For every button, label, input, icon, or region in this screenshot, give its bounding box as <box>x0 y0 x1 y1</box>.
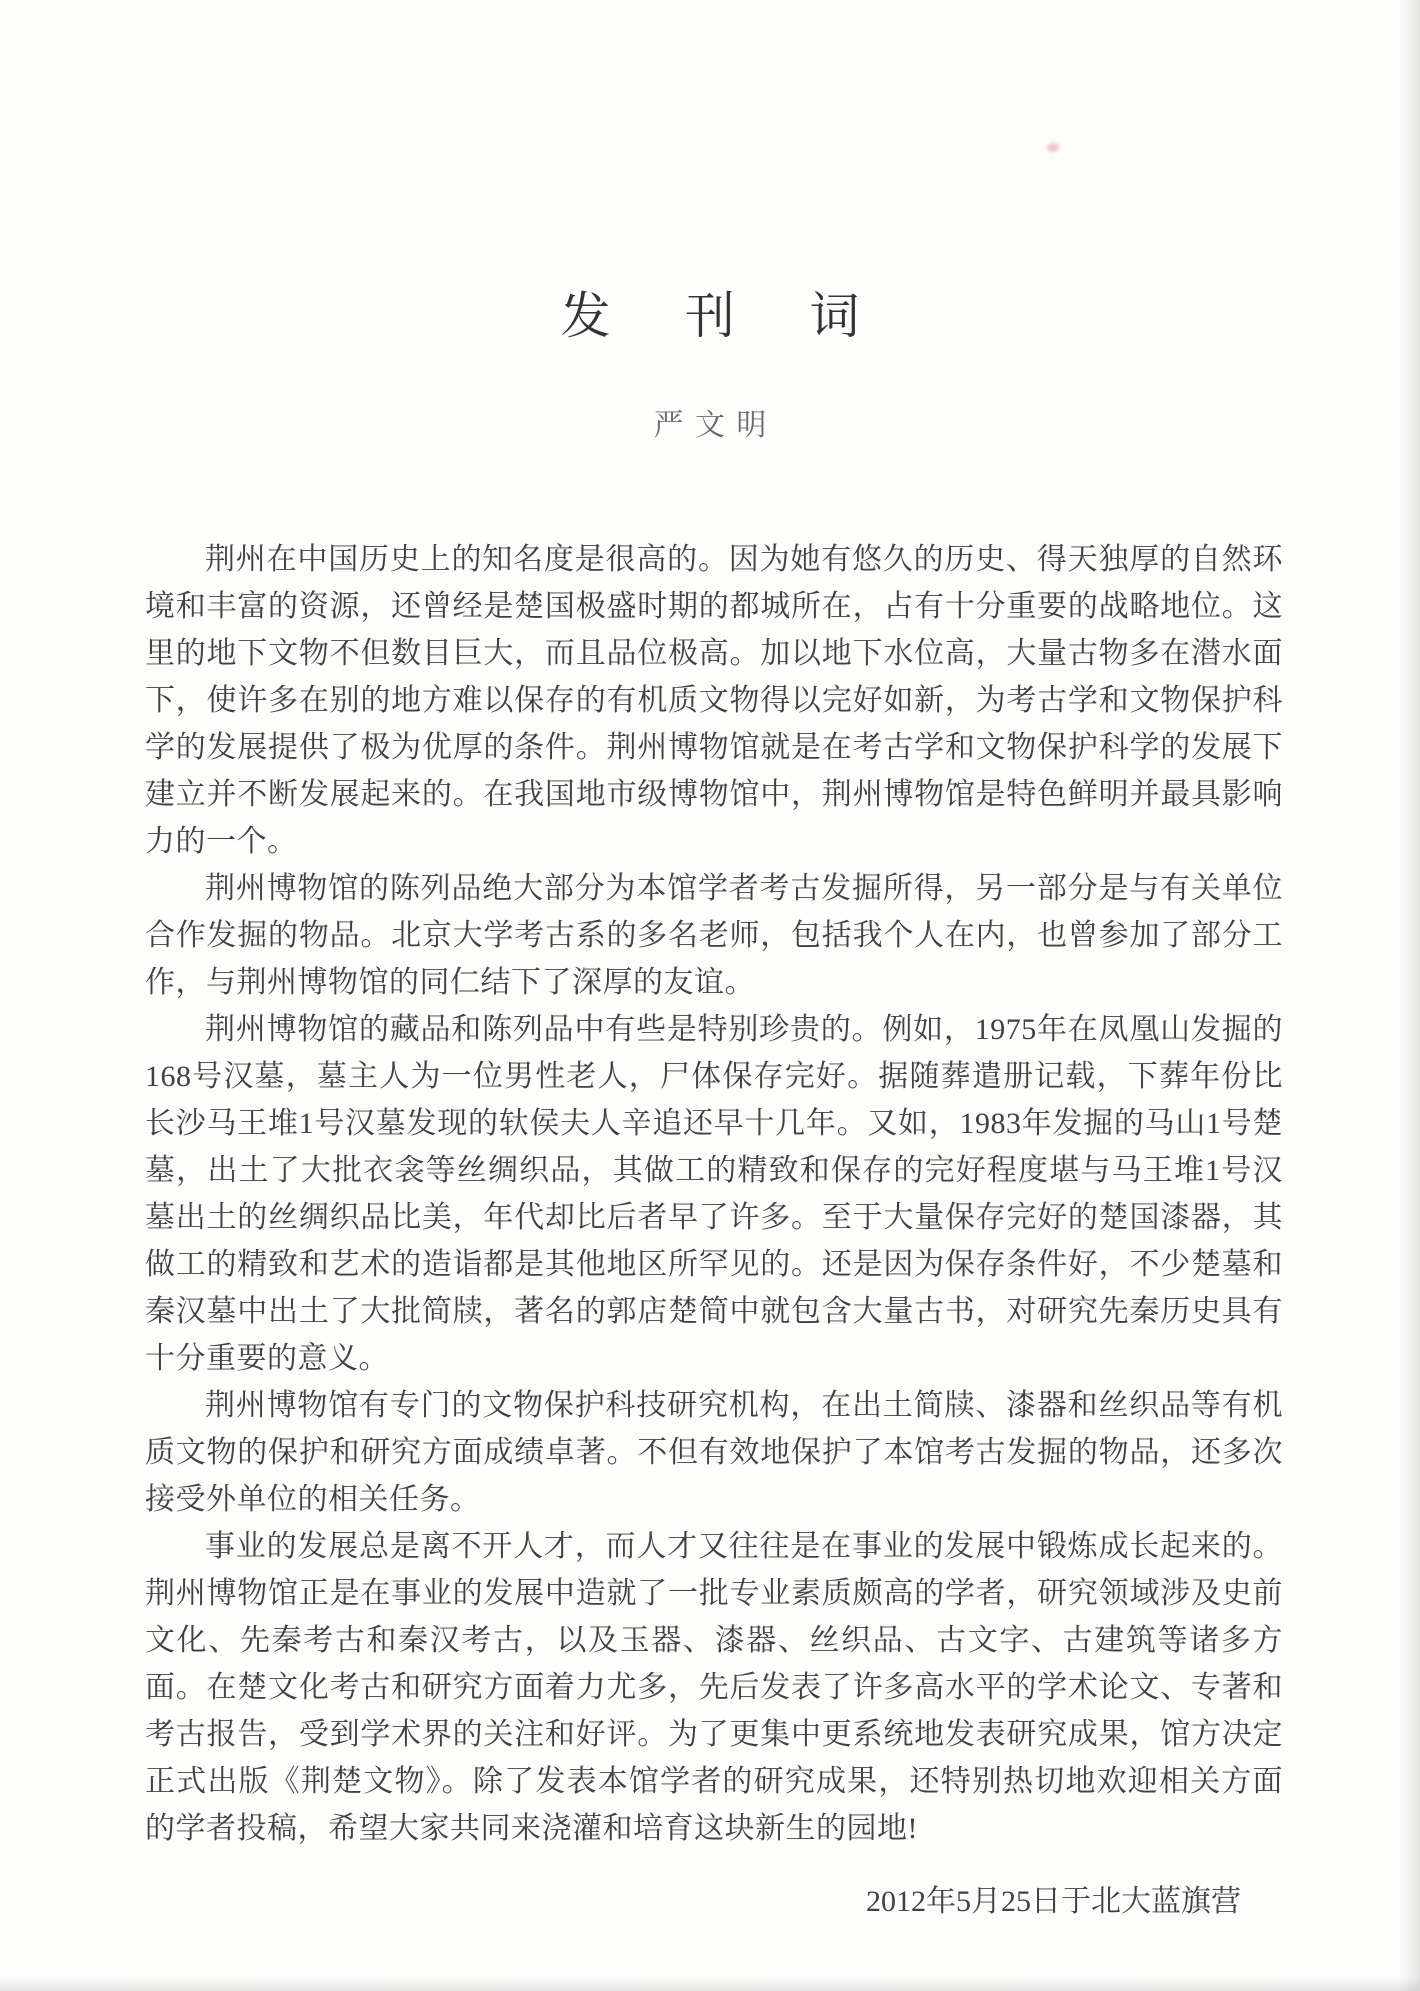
scan-bottom-edge-shadow <box>0 1977 1420 1991</box>
paragraph: 事业的发展总是离不开人才，而人才又往往是在事业的发展中锻炼成长起来的。荆州博物馆正是在事业的发展中造就了一批专业素质颇高的学者，研究领域涉及史前文化、先秦考古和秦汉考古，以及玉器、漆器、丝织品、古文字、古建筑等诸多方面。在楚文化考古和研究方面着力尤多，先后发表了许多高水平的学术论文、专著和考古报告，受到学术界的关注和好评。为了更集中更系统地发表研究成果，馆方决定正式出版《荆楚文物》。除了发表本馆学者的研究成果，还特别热切地欢迎相关方面的学者投稿，希望大家共同来浇灌和培育这块新生的园地! <box>145 1530 1283 1845</box>
scan-pink-spot-artifact <box>1047 143 1059 152</box>
dateline: 2012年5月25日于北大蓝旗营 <box>866 1885 1241 1918</box>
author-name: 严文明 <box>653 409 778 442</box>
paragraph: 荆州博物馆有专门的文物保护科技研究机构，在出土简牍、漆器和丝织品等有机质文物的保护和研究方面成绩卓著。不但有效地保护了本馆考古发掘的物品，还多次接受外单位的相关任务。 <box>145 1389 1283 1516</box>
document-body <box>145 536 1283 1925</box>
page-title: 发 刊 词 <box>560 288 891 344</box>
paragraph: 荆州在中国历史上的知名度是很高的。因为她有悠久的历史、得天独厚的自然环境和丰富的资源，还曾经是楚国极盛时期的都城所在，占有十分重要的战略地位。这里的地下文物不但数目巨大，而且品位极高。加以地下水位高，大量古物多在潜水面下，使许多在别的地方难以保存的有机质文物得以完好如新，为考古学和文物保护科学的发展提供了极为优厚的条件。荆州博物馆就是在考古学和文物保护科学的发展下建立并不断发展起来的。在我国地市级博物馆中，荆州博物馆是特色鲜明并最具影响力的一个。 <box>145 543 1283 858</box>
paragraph: 荆州博物馆的藏品和陈列品中有些是特别珍贵的。例如，1975年在凤凰山发掘的168号汉墓，墓主人为一位男性老人，尸体保存完好。据随葬遣册记载，下葬年份比长沙马王堆1号汉墓发现的轪侯夫人辛追还早十几年。又如，1983年发掘的马山1号楚墓，出土了大批衣衾等丝绸织品，其做工的精致和保存的完好程度堪与马王堆1号汉墓出土的丝绸织品比美，年代却比后者早了许多。至于大量保存完好的楚国漆器，其做工的精致和艺术的造诣都是其他地区所罕见的。还是因为保存条件好，不少楚墓和秦汉墓中出土了大批简牍，著名的郭店楚简中就包含大量古书，对研究先秦历史具有十分重要的意义。 <box>145 1013 1283 1375</box>
paragraph: 荆州博物馆的陈列品绝大部分为本馆学者考古发掘所得，另一部分是与有关单位合作发掘的物品。北京大学考古系的多名老师，包括我个人在内，也曾参加了部分工作，与荆州博物馆的同仁结下了深厚的友谊。 <box>145 872 1283 999</box>
